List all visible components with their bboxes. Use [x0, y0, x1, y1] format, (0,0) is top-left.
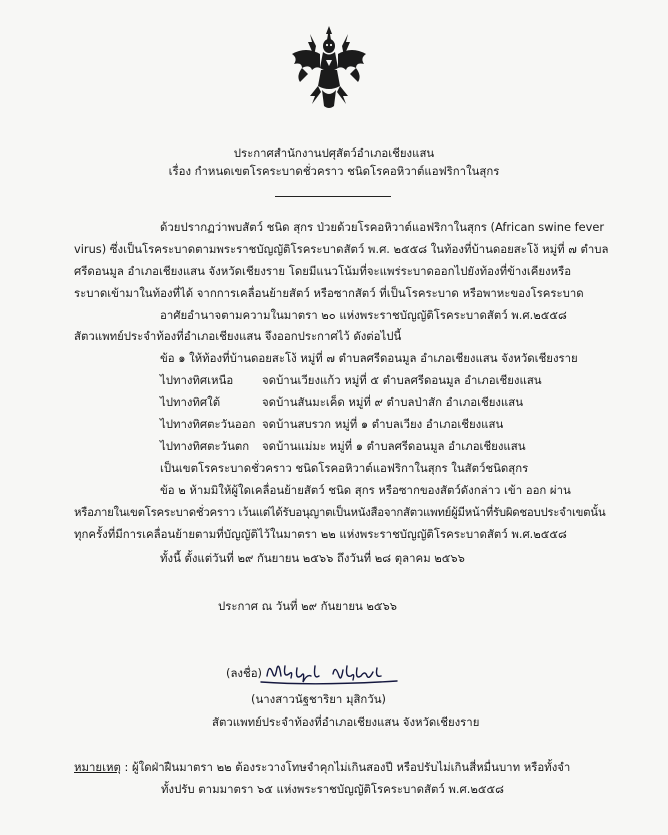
handwritten-signature: [257, 654, 407, 688]
boundary-direction: ไปทางทิศเหนือ: [160, 373, 234, 387]
garuda-emblem-icon: [288, 24, 370, 114]
zone-statement: เป็นเขตโรคระบาดชั่วคราว ชนิดโรคอหิวาต์แอฟริกาในสุกร ในสัตว์ชนิดสุกร: [160, 461, 529, 475]
clause-2-line: หรือภายในเขตโรคระบาดชั่วคราว เว้นแต่ได้รับอนุญาตเป็นหนังสือจากสัตวแพทย์ผู้มีหน้าที่รับผิดชอบประจำเขตนั้น: [74, 505, 606, 519]
boundary-direction: ไปทางทิศตะวันตก: [160, 439, 250, 453]
boundary-row: [160, 397, 523, 408]
signatory-position: สัตวแพทย์ประจำท้องที่อำเภอเชียงแสน จังหวัดเชียงราย: [212, 715, 480, 729]
paragraph-1-line: ศรีดอนมูล อำเภอเชียงแสน จังหวัดเชียงราย โดยมีแนวโน้มที่จะแพร่ระบาดออกไปยังท้องที่ข้างเคียงหรือ: [74, 264, 572, 278]
paragraph-1-line: ด้วยปรากฏว่าพบสัตว์ ชนิด สุกร ป่วยด้วยโรคอหิวาต์แอฟริกาในสุกร (African swine fever: [160, 220, 605, 234]
clause-2-line: ข้อ ๒ ห้ามมิให้ผู้ใดเคลื่อนย้ายสัตว์ ชนิด สุกร หรือซากของสัตว์ดังกล่าว เข้า ออก ผ่าน: [160, 483, 571, 497]
clause-2-line: ทุกครั้งที่มีการเคลื่อนย้ายตามที่บัญญัติไว้ในมาตรา ๒๒ แห่งพระราชบัญญัติโรคระบาดสัตว์ พ.ศ.๒๕๕๘: [74, 527, 567, 541]
signatory-name: (นางสาวนัฐชาริยา มุสิกวัน): [251, 692, 386, 706]
boundary-row: [160, 375, 542, 386]
paragraph-2-line: สัตวแพทย์ประจำท้องที่อำเภอเชียงแสน จึงออกประกาศไว้ ดังต่อไปนี้: [74, 329, 402, 343]
paragraph-2-line: อาศัยอำนาจตามความในมาตรา ๒๐ แห่งพระราชบัญญัติโรคระบาดสัตว์ พ.ศ.๒๕๕๘: [160, 308, 567, 322]
signature-label: (ลงชื่อ): [226, 666, 263, 680]
boundary-direction: ไปทางทิศใต้: [160, 395, 221, 409]
announcement-subject: เรื่อง กำหนดเขตโรคระบาดชั่วคราว ชนิดโรคอหิวาต์แอฟริกาในสุกร: [168, 164, 500, 178]
announcement-date: ประกาศ ณ วันที่ ๒๙ กันยายน ๒๕๖๖: [218, 599, 398, 613]
note-label: หมายเหตุ: [74, 760, 121, 774]
boundary-direction: ไปทางทิศตะวันออก: [160, 417, 256, 431]
effective-period: ทั้งนี้ ตั้งแต่วันที่ ๒๙ กันยายน ๒๕๖๖ ถึงวันที่ ๒๘ ตุลาคม ๒๕๖๖: [160, 551, 465, 565]
clause-1: ข้อ ๑ ให้ท้องที่บ้านดอยสะโง้ หมู่ที่ ๗ ตำบลศรีดอนมูล อำเภอเชียงแสน จังหวัดเชียงราย: [160, 351, 578, 365]
boundary-text: จดบ้านสบรวก หมู่ที่ ๑ ตำบลเวียง อำเภอเชียงแสน: [262, 417, 504, 431]
boundary-text: จดบ้านแม่มะ หมู่ที่ ๑ ตำบลศรีดอนมูล อำเภอเชียงแสน: [262, 439, 526, 453]
paragraph-1-line: virus) ซึ่งเป็นโรคระบาดตามพระราชบัญญัติโรคระบาดสัตว์ พ.ศ. ๒๕๕๘ ในท้องที่บ้านดอยสะโง้ หมู่ที่ ๗ ตำบล: [74, 242, 609, 256]
announcement-title: ประกาศสำนักงานปศุสัตว์อำเภอเชียงแสน: [233, 146, 435, 160]
boundary-text: จดบ้านสันมะเค็ด หมู่ที่ ๙ ตำบลป่าสัก อำเภอเชียงแสน: [262, 395, 524, 409]
boundary-row: [160, 441, 526, 452]
boundary-row: [160, 419, 503, 430]
paragraph-1-line: ระบาดเข้ามาในท้องที่ได้ จากการเคลื่อนย้ายสัตว์ หรือซากสัตว์ ที่เป็นโรคระบาด หรือพาหะของโรคระบาด: [74, 286, 584, 300]
boundary-text: จดบ้านเวียงแก้ว หมู่ที่ ๕ ตำบลศรีดอนมูล อำเภอเชียงแสน: [262, 373, 542, 387]
note-line-2: ทั้งปรับ ตามมาตรา ๖๕ แห่งพระราชบัญญัติโรคระบาดสัตว์ พ.ศ.๒๕๕๘: [161, 782, 504, 796]
note-line: [74, 762, 570, 773]
title-divider: [275, 196, 391, 197]
note-text: : ผู้ใดฝ่าฝืนมาตรา ๒๒ ต้องระวางโทษจำคุกไม่เกินสองปี หรือปรับไม่เกินสี่หมื่นบาท หรือทั้งจำ: [120, 760, 571, 774]
